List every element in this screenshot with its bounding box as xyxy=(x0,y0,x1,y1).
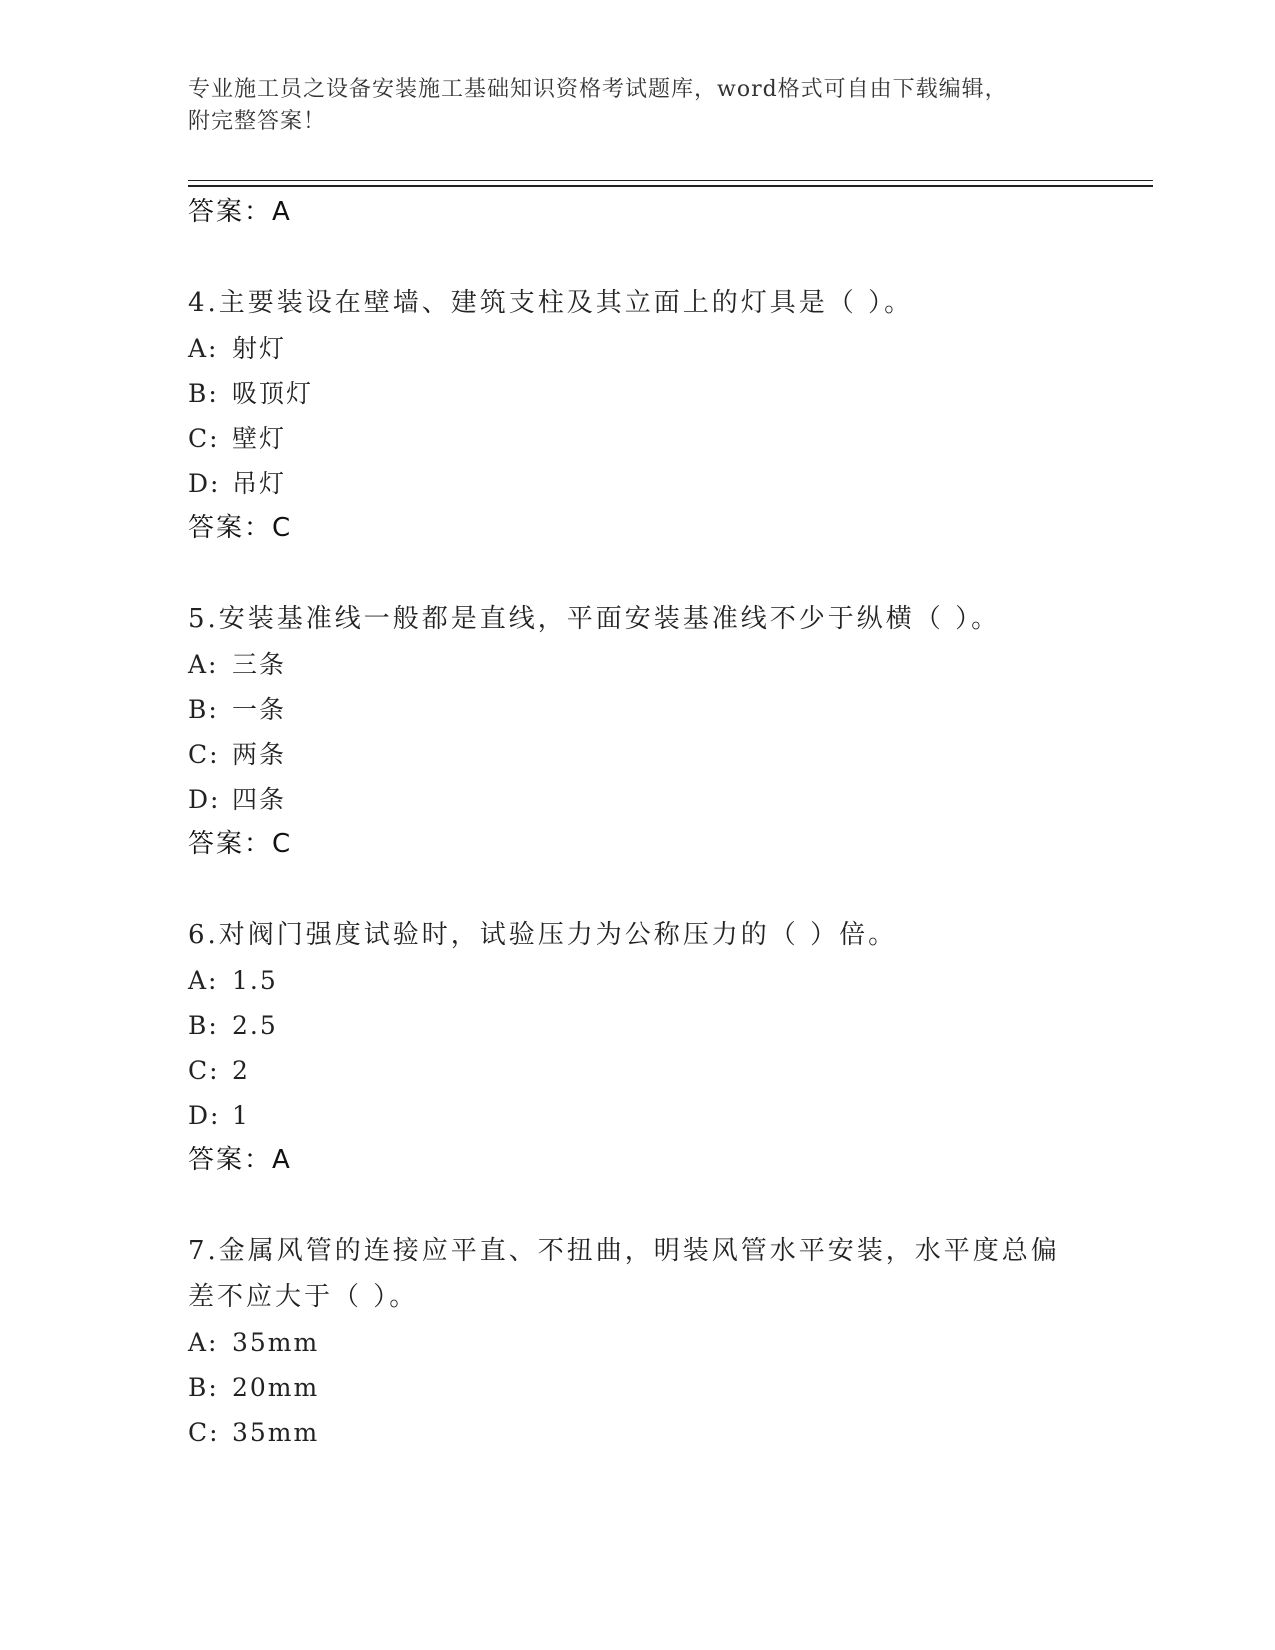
option-label: B: xyxy=(188,695,219,724)
answer-line: 答案：A xyxy=(188,197,292,227)
question-text-continued: 差不应大于（ ）。 xyxy=(188,1282,419,1312)
spacer xyxy=(188,551,1088,596)
option-label: A: xyxy=(188,1328,219,1357)
option-label: A: xyxy=(188,650,219,679)
question-block xyxy=(188,596,1088,867)
header-divider-thin xyxy=(188,180,1153,181)
question-block xyxy=(188,1228,1088,1455)
question-block xyxy=(188,280,1088,551)
option-text: 2.5 xyxy=(232,1011,278,1040)
answer-line: 答案：C xyxy=(188,829,293,859)
option-text: 吊灯 xyxy=(232,469,287,498)
header-divider-thick xyxy=(188,185,1153,187)
question-text: 6.对阀门强度试验时，试验压力为公称压力的（ ）倍。 xyxy=(188,920,898,950)
option-text: 两条 xyxy=(232,740,287,769)
option-b xyxy=(188,687,1088,732)
question-text: 4.主要装设在壁墙、建筑支柱及其立面上的灯具是（ ）。 xyxy=(188,288,914,318)
question-block xyxy=(188,912,1088,1183)
header-line-2: 附完整答案！ xyxy=(188,109,327,134)
option-label: A: xyxy=(188,334,219,363)
option-d xyxy=(188,1093,1088,1138)
option-text: 壁灯 xyxy=(232,424,287,453)
question-list xyxy=(188,190,1088,1455)
option-a xyxy=(188,642,1088,687)
option-a xyxy=(188,958,1088,1003)
option-text: 35mm xyxy=(232,1328,320,1357)
option-b xyxy=(188,1365,1088,1410)
option-label: C: xyxy=(188,424,220,453)
question-text: 5.安装基准线一般都是直线，平面安装基准线不少于纵横（ ）。 xyxy=(188,604,1001,634)
option-text: 1 xyxy=(232,1101,250,1130)
option-c xyxy=(188,1410,1088,1455)
option-label: C: xyxy=(188,1056,220,1085)
option-d xyxy=(188,461,1088,506)
option-text: 一条 xyxy=(232,695,287,724)
spacer xyxy=(188,1183,1088,1228)
option-label: C: xyxy=(188,740,220,769)
option-label: D: xyxy=(188,785,221,814)
option-b xyxy=(188,1003,1088,1048)
option-text: 四条 xyxy=(232,785,287,814)
option-label: B: xyxy=(188,379,219,408)
option-label: B: xyxy=(188,1373,219,1402)
option-text: 吸顶灯 xyxy=(232,379,314,408)
option-label: D: xyxy=(188,1101,221,1130)
option-text: 1.5 xyxy=(232,966,278,995)
answer-line: 答案：C xyxy=(188,513,293,543)
option-text: 20mm xyxy=(232,1373,320,1402)
header-line-1: 专业施工员之设备安装施工基础知识资格考试题库，word格式可自由下载编辑， xyxy=(188,77,1008,102)
option-a xyxy=(188,1320,1088,1365)
option-text: 2 xyxy=(232,1056,250,1085)
answer-line: 答案：A xyxy=(188,1145,292,1175)
option-label: B: xyxy=(188,1011,219,1040)
option-text: 三条 xyxy=(232,650,287,679)
spacer xyxy=(188,867,1088,912)
option-label: D: xyxy=(188,469,221,498)
option-c xyxy=(188,1048,1088,1093)
option-d xyxy=(188,777,1088,822)
spacer xyxy=(188,235,1088,280)
question-text: 7.金属风管的连接应平直、不扭曲，明装风管水平安装，水平度总偏 xyxy=(188,1236,1060,1266)
option-b xyxy=(188,371,1088,416)
option-c xyxy=(188,732,1088,777)
option-c xyxy=(188,416,1088,461)
option-label: C: xyxy=(188,1418,220,1447)
option-a xyxy=(188,326,1088,371)
option-text: 射灯 xyxy=(232,334,287,363)
option-label: A: xyxy=(188,966,219,995)
document-header xyxy=(188,74,1088,138)
option-text: 35mm xyxy=(232,1418,320,1447)
